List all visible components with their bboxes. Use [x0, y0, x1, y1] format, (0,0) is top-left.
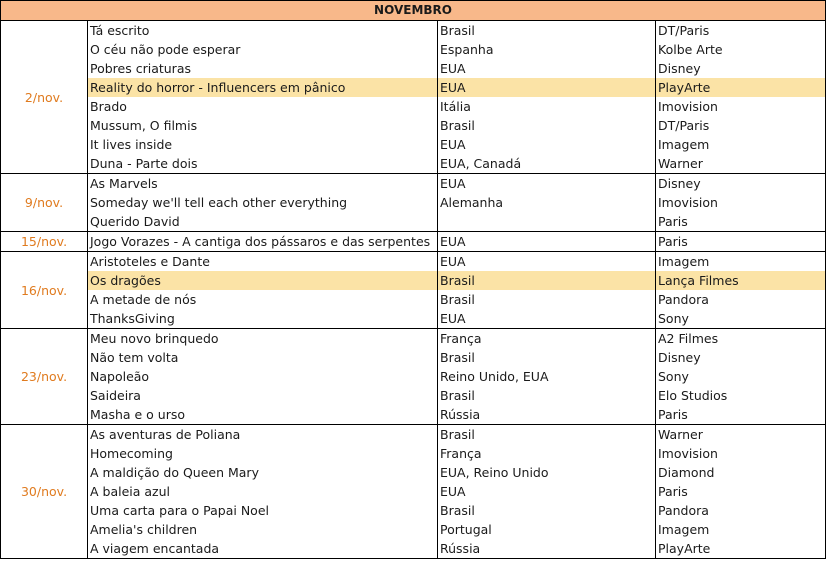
table-row — [1, 329, 826, 349]
movie-title: Meu novo brinquedo — [88, 329, 438, 349]
movie-title: Reality do horror - Influencers em pânico — [88, 78, 438, 97]
distributor: Disney — [656, 348, 826, 367]
movie-title: A metade de nós — [88, 290, 438, 309]
table-row — [1, 386, 826, 405]
country: Brasil — [438, 348, 656, 367]
movie-title: Duna - Parte dois — [88, 154, 438, 174]
table-row — [1, 501, 826, 520]
distributor: Paris — [656, 405, 826, 425]
release-date: 15/nov. — [1, 232, 88, 252]
movie-title: A maldição do Queen Mary — [88, 463, 438, 482]
movie-title: Pobres criaturas — [88, 59, 438, 78]
country: Brasil — [438, 501, 656, 520]
table-row — [1, 78, 826, 97]
table-row — [1, 59, 826, 78]
country: EUA — [438, 309, 656, 329]
table-row — [1, 367, 826, 386]
release-date: 16/nov. — [1, 252, 88, 329]
table-row — [1, 135, 826, 154]
distributor: Kolbe Arte — [656, 40, 826, 59]
distributor: Sony — [656, 367, 826, 386]
movie-title: A baleia azul — [88, 482, 438, 501]
distributor: Imagem — [656, 252, 826, 272]
country: EUA — [438, 232, 656, 252]
movie-title: ThanksGiving — [88, 309, 438, 329]
distributor: Imovision — [656, 193, 826, 212]
country: EUA — [438, 59, 656, 78]
table-row — [1, 271, 826, 290]
movie-title: Napoleão — [88, 367, 438, 386]
distributor: Warner — [656, 425, 826, 445]
distributor: A2 Filmes — [656, 329, 826, 349]
release-date: 9/nov. — [1, 174, 88, 232]
country: EUA, Reino Unido — [438, 463, 656, 482]
schedule-body — [1, 21, 826, 559]
movie-title: It lives inside — [88, 135, 438, 154]
table-row — [1, 116, 826, 135]
country: Itália — [438, 97, 656, 116]
release-date: 30/nov. — [1, 425, 88, 559]
movie-title: Someday we'll tell each other everything — [88, 193, 438, 212]
release-date: 2/nov. — [1, 21, 88, 174]
distributor: Disney — [656, 174, 826, 194]
distributor: Disney — [656, 59, 826, 78]
distributor: Elo Studios — [656, 386, 826, 405]
table-row — [1, 290, 826, 309]
country: EUA — [438, 482, 656, 501]
distributor: Imagem — [656, 520, 826, 539]
movie-title: Uma carta para o Papai Noel — [88, 501, 438, 520]
movie-title: Masha e o urso — [88, 405, 438, 425]
movie-title: As aventuras de Poliana — [88, 425, 438, 445]
table-row — [1, 309, 826, 329]
movie-title: Jogo Vorazes - A cantiga dos pássaros e das serpentes — [88, 232, 438, 252]
country: França — [438, 329, 656, 349]
movie-title: Amelia's children — [88, 520, 438, 539]
country: Brasil — [438, 290, 656, 309]
country: EUA — [438, 252, 656, 272]
header-row — [1, 1, 826, 21]
country: França — [438, 444, 656, 463]
movie-title: O céu não pode esperar — [88, 40, 438, 59]
movie-title: A viagem encantada — [88, 539, 438, 559]
country: Brasil — [438, 116, 656, 135]
table-row — [1, 482, 826, 501]
movie-title: Mussum, O filmis — [88, 116, 438, 135]
table-row — [1, 405, 826, 425]
country: Brasil — [438, 21, 656, 41]
country: EUA — [438, 135, 656, 154]
table-row — [1, 348, 826, 367]
table-row — [1, 539, 826, 559]
movie-title: Querido David — [88, 212, 438, 232]
country: Portugal — [438, 520, 656, 539]
country: Brasil — [438, 425, 656, 445]
country — [438, 212, 656, 232]
table-row — [1, 97, 826, 116]
country: Brasil — [438, 271, 656, 290]
table-row — [1, 520, 826, 539]
distributor: Paris — [656, 212, 826, 232]
distributor: Paris — [656, 482, 826, 501]
release-date: 23/nov. — [1, 329, 88, 425]
table-row — [1, 463, 826, 482]
movie-title: As Marvels — [88, 174, 438, 194]
distributor: Imovision — [656, 444, 826, 463]
table-row — [1, 21, 826, 41]
country: EUA — [438, 174, 656, 194]
distributor: Pandora — [656, 290, 826, 309]
table-row — [1, 232, 826, 252]
movie-title: Aristoteles e Dante — [88, 252, 438, 272]
table-row — [1, 444, 826, 463]
distributor: DT/Paris — [656, 21, 826, 41]
country: Espanha — [438, 40, 656, 59]
distributor: Imagem — [656, 135, 826, 154]
distributor: Sony — [656, 309, 826, 329]
table-row — [1, 40, 826, 59]
table-row — [1, 154, 826, 174]
distributor: Imovision — [656, 97, 826, 116]
distributor: DT/Paris — [656, 116, 826, 135]
movie-title: Tá escrito — [88, 21, 438, 41]
table-row — [1, 193, 826, 212]
table-row — [1, 425, 826, 445]
country: Reino Unido, EUA — [438, 367, 656, 386]
country: Brasil — [438, 386, 656, 405]
movie-title: Não tem volta — [88, 348, 438, 367]
country: EUA — [438, 78, 656, 97]
country: Rússia — [438, 539, 656, 559]
movie-title: Homecoming — [88, 444, 438, 463]
table-row — [1, 252, 826, 272]
month-header: NOVEMBRO — [1, 1, 826, 21]
distributor: PlayArte — [656, 78, 826, 97]
movie-title: Saideira — [88, 386, 438, 405]
country: Alemanha — [438, 193, 656, 212]
distributor: Paris — [656, 232, 826, 252]
distributor: Warner — [656, 154, 826, 174]
country: EUA, Canadá — [438, 154, 656, 174]
table-row — [1, 174, 826, 194]
movie-title: Brado — [88, 97, 438, 116]
movie-title: Os dragões — [88, 271, 438, 290]
distributor: PlayArte — [656, 539, 826, 559]
distributor: Lança Filmes — [656, 271, 826, 290]
table-row — [1, 212, 826, 232]
country: Rússia — [438, 405, 656, 425]
distributor: Pandora — [656, 501, 826, 520]
distributor: Diamond — [656, 463, 826, 482]
